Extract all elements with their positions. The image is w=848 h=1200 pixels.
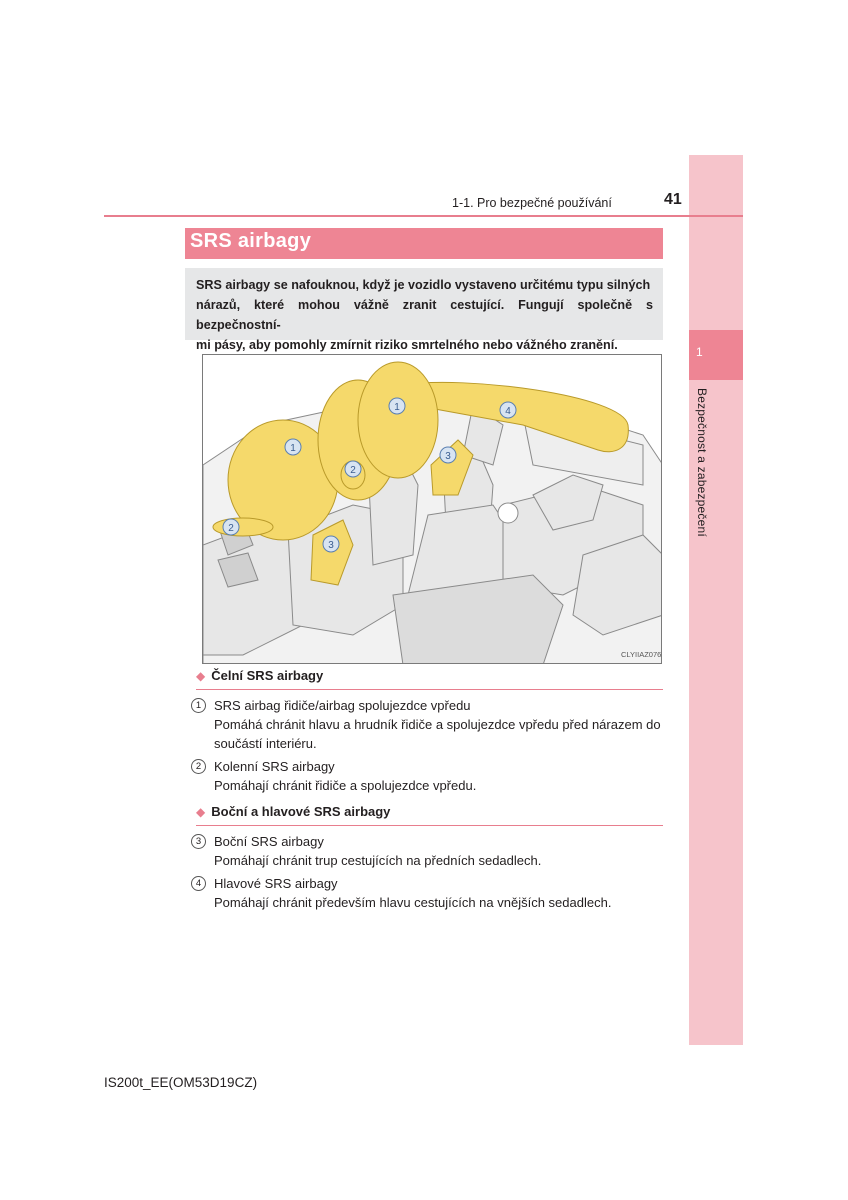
- intro-line-2: nárazů, které mohou vážně zranit cestující. Fungují společně s bezpečnostní-: [196, 298, 653, 332]
- item-1: [214, 696, 661, 753]
- manual-code-footer: IS200t_EE(OM53D19CZ): [104, 1075, 258, 1090]
- item-desc: součástí interiéru.: [214, 736, 317, 751]
- item-desc: Pomáhají chránit především hlavu cestujících na vnějších sedadlech.: [214, 895, 612, 910]
- header-rule: [104, 215, 743, 217]
- intro-line-3: mi pásy, aby pomohly zmírnit riziko smrtelného nebo vážného zranění.: [196, 338, 618, 352]
- callout-label-3b: 3: [328, 540, 334, 551]
- item-desc: Pomáhá chránit hlavu a hrudník řidiče a spolujezdce vpředu před nárazem do: [214, 717, 661, 732]
- car-interior-drawing: [203, 355, 662, 664]
- item-number-4: 4: [191, 876, 206, 891]
- item-number-3: 3: [191, 834, 206, 849]
- airbag-illustration: [202, 354, 662, 664]
- intro-box: [185, 268, 663, 352]
- subsection-title: Čelní SRS airbagy: [211, 668, 324, 683]
- item-title: Hlavové SRS airbagy: [214, 876, 338, 891]
- item-desc: Pomáhají chránit trup cestujících na předních sedadlech.: [214, 853, 542, 868]
- item-number-2: 2: [191, 759, 206, 774]
- item-4: [214, 874, 611, 912]
- chapter-label: Bezpečnost a zabezpečení: [695, 388, 709, 537]
- diamond-icon: ◆: [196, 805, 206, 819]
- callout-label-1a: 1: [290, 443, 296, 454]
- item-title: SRS airbag řidiče/airbag spolujezdce vpředu: [214, 698, 471, 713]
- running-header: 1-1. Pro bezpečné používání: [452, 196, 612, 210]
- subsection-front-airbags: [196, 668, 323, 683]
- subsection-rule: [196, 689, 663, 690]
- callout-label-4: 4: [505, 406, 511, 417]
- callout-label-2a: 2: [350, 465, 356, 476]
- subsection-side-airbags: [196, 804, 390, 819]
- item-3: [214, 832, 541, 870]
- callout-label-3a: 3: [445, 451, 451, 462]
- item-title: Boční SRS airbagy: [214, 834, 324, 849]
- chapter-side-tab: [689, 155, 743, 1045]
- intro-line-1: SRS airbagy se nafouknou, když je vozidlo vystaveno určitému typu silných: [196, 278, 651, 292]
- subsection-rule: [196, 825, 663, 826]
- item-title: Kolenní SRS airbagy: [214, 759, 335, 774]
- diamond-icon: ◆: [196, 669, 206, 683]
- chapter-number: 1: [696, 345, 703, 359]
- item-number-1: 1: [191, 698, 206, 713]
- callout-label-1b: 1: [394, 402, 400, 413]
- item-desc: Pomáhají chránit řidiče a spolujezdce vpředu.: [214, 778, 477, 793]
- page-title: SRS airbagy: [190, 230, 312, 252]
- subsection-title: Boční a hlavové SRS airbagy: [211, 804, 391, 819]
- illustration-code: CLYIIAZ076: [621, 650, 662, 659]
- page-number: 41: [664, 191, 682, 208]
- item-2: [214, 757, 476, 795]
- callout-label-2b: 2: [228, 523, 234, 534]
